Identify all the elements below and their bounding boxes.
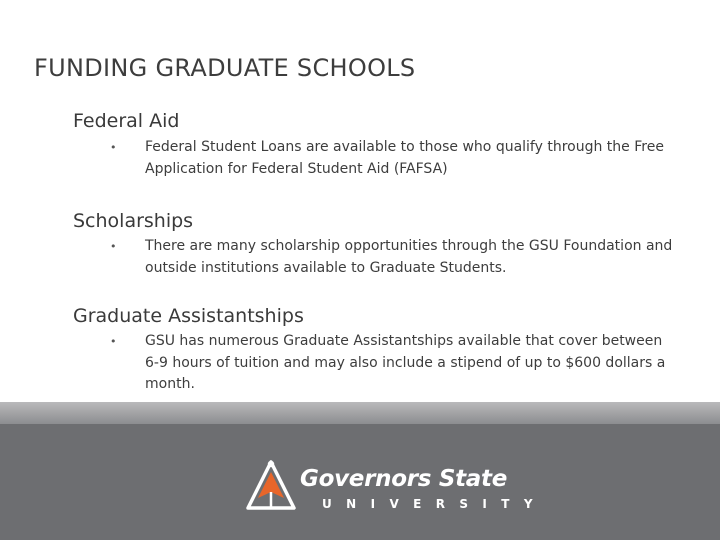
gsu-triangle-logo-icon xyxy=(244,458,298,514)
footer-gradient xyxy=(0,402,720,424)
bullet-text-federal-aid: Federal Student Loans are available to those who qualify through the Free Application for Federal Student Aid (FAFSA) xyxy=(145,139,664,177)
logo-name: Governors State xyxy=(300,466,508,492)
logo-sub: UNIVERSITY xyxy=(322,497,547,511)
section-heading-scholarships: Scholarships xyxy=(73,210,194,232)
bullet-marker: • xyxy=(110,141,117,154)
section-heading-graduate-assistantships: Graduate Assistantships xyxy=(73,305,304,327)
slide-title: FUNDING GRADUATE SCHOOLS xyxy=(34,54,416,82)
bullet-marker: • xyxy=(110,240,117,253)
section-heading-federal-aid: Federal Aid xyxy=(73,110,180,132)
bullet-text-scholarships: There are many scholarship opportunities through the GSU Foundation and outside institutions available to Graduate Students. xyxy=(145,238,673,276)
bullet-marker: • xyxy=(110,335,117,348)
bullet-text-graduate-assistantships: GSU has numerous Graduate Assistantships available that cover between 6-9 hours of tuition and may also include a stipend of up to $600 dollars a month. xyxy=(145,333,666,392)
